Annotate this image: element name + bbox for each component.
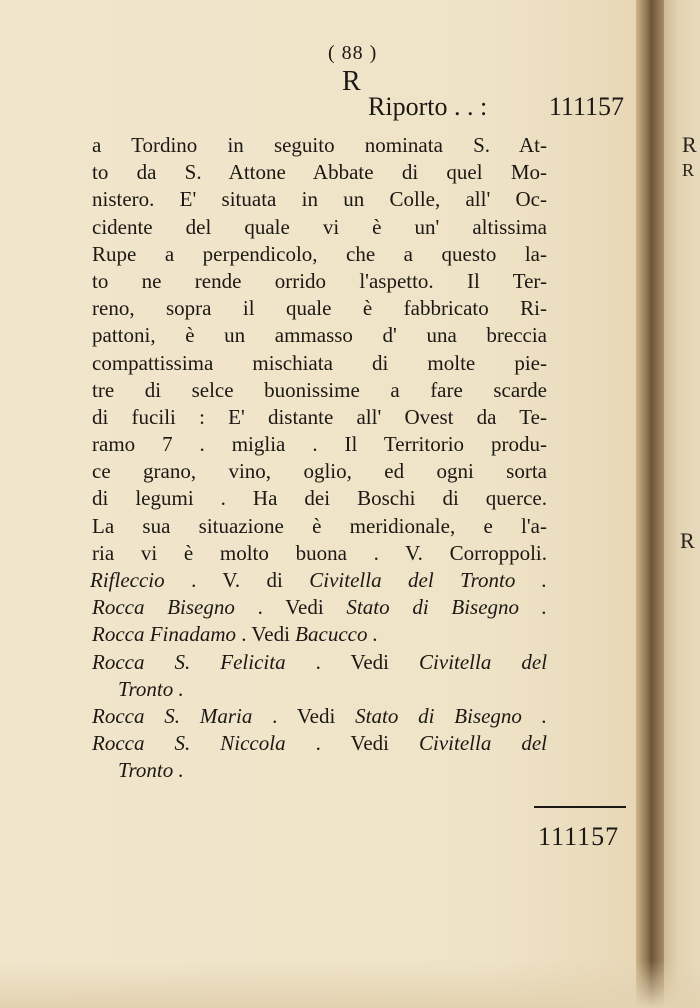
total-rule <box>534 806 626 808</box>
paragraph-line: ramo 7 . miglia . Il Territorio produ- <box>92 432 547 457</box>
entry-reference: Civitella del Tronto . <box>309 568 547 592</box>
entry-reference: Civitella del <box>419 649 548 674</box>
paragraph-line: di fucili : E' distante all' Ovest da Te- <box>92 404 547 429</box>
body-text <box>92 132 547 785</box>
entry-reference: Stato di Bisegno . <box>355 703 547 728</box>
adjacent-page-letter: R <box>682 160 695 180</box>
paragraph-line: La sua situazione è meridionale, e l'a- <box>92 513 547 538</box>
entry-continuation: Tronto . <box>118 676 184 701</box>
carry-forward-row <box>368 92 624 122</box>
paragraph-line: pattoni, è un ammasso d' una breccia <box>92 323 547 348</box>
entry-separator: . V. di <box>191 568 283 592</box>
paragraph-line: compattissima mischiata di molte pie- <box>92 350 547 375</box>
entry-name: Rocca Bisegno <box>92 595 235 620</box>
entry-name: Rocca S. Niccola <box>92 731 286 756</box>
entry-separator: . Vedi <box>257 595 324 620</box>
carry-label: Riporto . . : <box>368 92 488 121</box>
paragraph-line: nistero. E' situata in un Colle, all' Oc- <box>92 187 547 212</box>
entry-name: Rifleccio <box>90 568 165 592</box>
entry-separator: . Vedi <box>272 703 336 728</box>
paragraph-line: di legumi . Ha dei Boschi di querce. <box>92 486 547 511</box>
paragraph-line: ria vi è molto buona . V. Corroppoli. <box>92 540 547 565</box>
entry <box>92 730 547 757</box>
entry-reference: Bacucco . <box>295 622 378 647</box>
page-bottom-edge <box>0 960 700 1008</box>
entry-name: Rocca S. Felicita <box>92 649 286 674</box>
book-gutter <box>636 0 664 1008</box>
page-total: 111157 <box>538 822 620 851</box>
entry-name: Rocca S. Maria <box>92 703 253 728</box>
paragraph-line: reno, sopra il quale è fabbricato Ri- <box>92 296 547 321</box>
paragraph-line: ce grano, vino, oglio, ed ogni sorta <box>92 459 547 484</box>
entry-name: Rocca Finadamo <box>92 622 237 647</box>
page-number: ( 88 ) <box>328 42 378 64</box>
entry-reference: Civitella del <box>419 731 547 756</box>
carry-value: 111157 <box>548 92 624 121</box>
paragraph-line: Rupe a perpendicolo, che a questo la- <box>92 241 547 266</box>
entry-separator: . Vedi <box>241 622 290 647</box>
entry <box>92 594 547 621</box>
paragraph-line: to da S. Attone Abbate di quel Mo- <box>92 160 547 185</box>
entry <box>92 703 547 730</box>
paragraph-line: to ne rende orrido l'aspetto. Il Ter- <box>92 268 547 293</box>
paragraph-line: tre di selce buonissime a fare scarde <box>92 377 547 402</box>
entry <box>92 621 547 648</box>
paragraph-line: a Tordino in seguito nominata S. At- <box>92 133 547 157</box>
entry <box>92 649 547 676</box>
adjacent-page-letter: R <box>682 132 697 157</box>
adjacent-page-letter: R <box>680 528 695 553</box>
entry-reference: Stato di Bisegno . <box>346 595 548 620</box>
entry <box>90 567 547 594</box>
section-letter: R <box>342 66 361 97</box>
paragraph-line: cidente del quale vi è un' altissima <box>92 214 547 239</box>
entry-continuation: Tronto . <box>118 758 184 783</box>
entry-separator: . Vedi <box>315 731 389 756</box>
entry-separator: . Vedi <box>315 649 389 674</box>
